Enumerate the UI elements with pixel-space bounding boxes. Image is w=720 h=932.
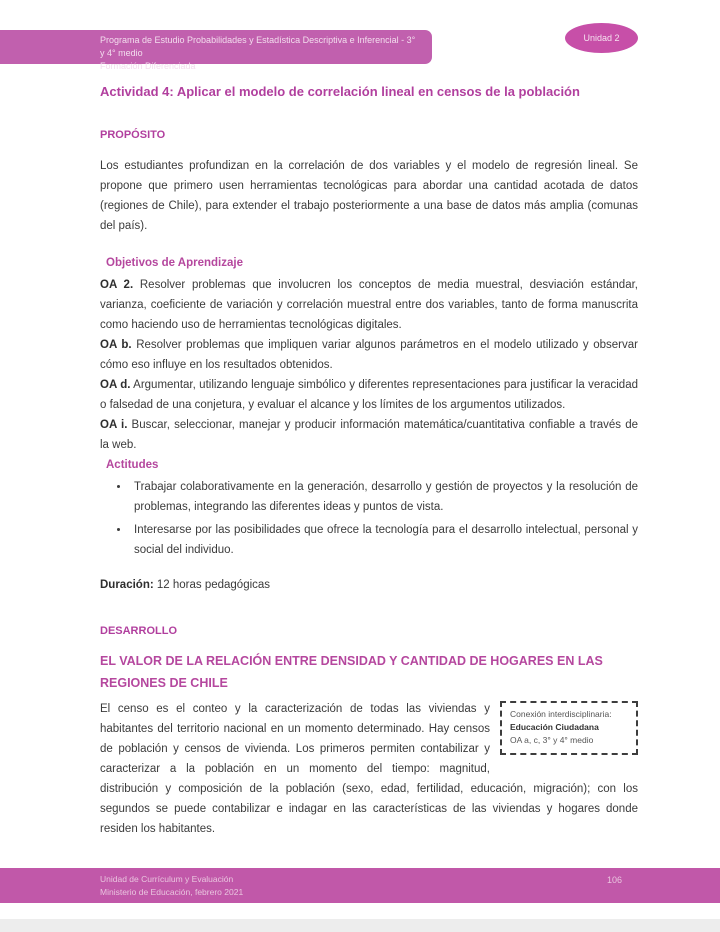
header-program-line1: Programa de Estudio Probabilidades y Estadística Descriptiva e Inferencial - 3° y 4° medio [100, 35, 416, 58]
header-program-band [0, 30, 432, 71]
duracion-value: 12 horas pedagógicas [153, 579, 271, 591]
proposito-heading: PROPÓSITO [100, 129, 166, 141]
page-bottom-edge [0, 919, 720, 932]
main-content [100, 82, 638, 839]
duracion-line [100, 579, 638, 591]
actitud-item: • Trabajar colaborativamente en la generación, desarrollo y gestión de proyectos y la resolución de problemas, integrando las diferentes ideas y puntos de vista. [130, 477, 638, 517]
oa-item-text: Resolver problemas que impliquen variar algunos parámetros en el modelo utilizado y observar cómo eso influye en los resultados obtenidos. [100, 339, 638, 371]
oa-item-label: OA i. [100, 419, 128, 431]
actitudes-list [100, 477, 638, 560]
oa-item [100, 375, 638, 415]
header-program-line2: Formación Diferenciada [100, 61, 196, 71]
unit-badge-label: Unidad 2 [583, 33, 620, 43]
censo-paragraph [100, 699, 638, 839]
page-number: 106 [607, 875, 623, 885]
actitudes-heading: Actitudes [106, 459, 159, 471]
footer-bar [0, 868, 720, 903]
oa-item [100, 335, 638, 375]
oa-item-text: Argumentar, utilizando lenguaje simbólico y diferentes representaciones para justificar la veracidad o falsedad de una conjetura, y evaluar el alcance y los límites de los argumentos utilizados. [100, 379, 638, 411]
connection-box-line3: OA a, c, 3° y 4° medio [510, 735, 594, 745]
connection-box [500, 701, 638, 755]
connection-box-line2: Educación Ciudadana [510, 722, 599, 732]
proposito-paragraph: Los estudiantes profundizan en la correlación de dos variables y el modelo de regresión lineal. Se propone que primero usen herramientas tecnológicas para abordar una cantidad acotada de datos (regiones de Chile), para extender el trabajo posteriormente a una base de datos más amplia (comunas del país). [100, 160, 638, 232]
oa-item [100, 275, 638, 335]
footer-line1: Unidad de Currículum y Evaluación [100, 874, 234, 884]
oa-item-text: Buscar, seleccionar, manejar y producir información matemática/cuantitativa confiable a través de la web. [100, 419, 638, 451]
section-title: EL VALOR DE LA RELACIÓN ENTRE DENSIDAD Y CANTIDAD DE HOGARES EN LAS REGIONES DE CHILE [100, 654, 603, 690]
oa-item [100, 415, 638, 455]
censo-paragraph-text: El censo es el conteo y la caracterización de todas las viviendas y habitantes del territorio nacional en un momento determinado. Hay censos de población y censos de vivienda. Los primeros permiten contabilizar y caracterizar a la población en un momento del tiempo: magnitud, distribución y composición de la población (sexo, edad, fertilidad, educación, migración); con los segundos se puede contabilizar e indagar en las características de las viviendas y hogares donde residen los habitantes. [100, 703, 638, 835]
oa-item-label: OA 2. [100, 279, 134, 291]
oa-item-text: Resolver problemas que involucren los conceptos de media muestral, desviación estándar, varianza, coeficiente de variación y correlación muestral entre dos variables, tanto de forma manuscrita como haciendo uso de herramientas tecnológicas digitales. [100, 279, 638, 331]
connection-box-line1: Conexión interdisciplinaria: [510, 709, 612, 719]
desarrollo-heading: DESARROLLO [100, 625, 177, 637]
footer-text [100, 873, 243, 899]
objetivos-heading: Objetivos de Aprendizaje [106, 257, 243, 269]
header-program-text [100, 34, 422, 73]
actitud-item: • Interesarse por las posibilidades que ofrece la tecnología para el desarrollo intelectual, personal y social del individuo. [130, 520, 638, 560]
footer-line2: Ministerio de Educación, febrero 2021 [100, 887, 244, 897]
activity-title: Actividad 4: Aplicar el modelo de correlación lineal en censos de la población [100, 84, 580, 99]
objetivos-list [100, 275, 638, 455]
oa-item-label: OA b. [100, 339, 132, 351]
duracion-label: Duración: [100, 579, 154, 591]
unit-badge [565, 23, 638, 53]
oa-item-label: OA d. [100, 379, 131, 391]
